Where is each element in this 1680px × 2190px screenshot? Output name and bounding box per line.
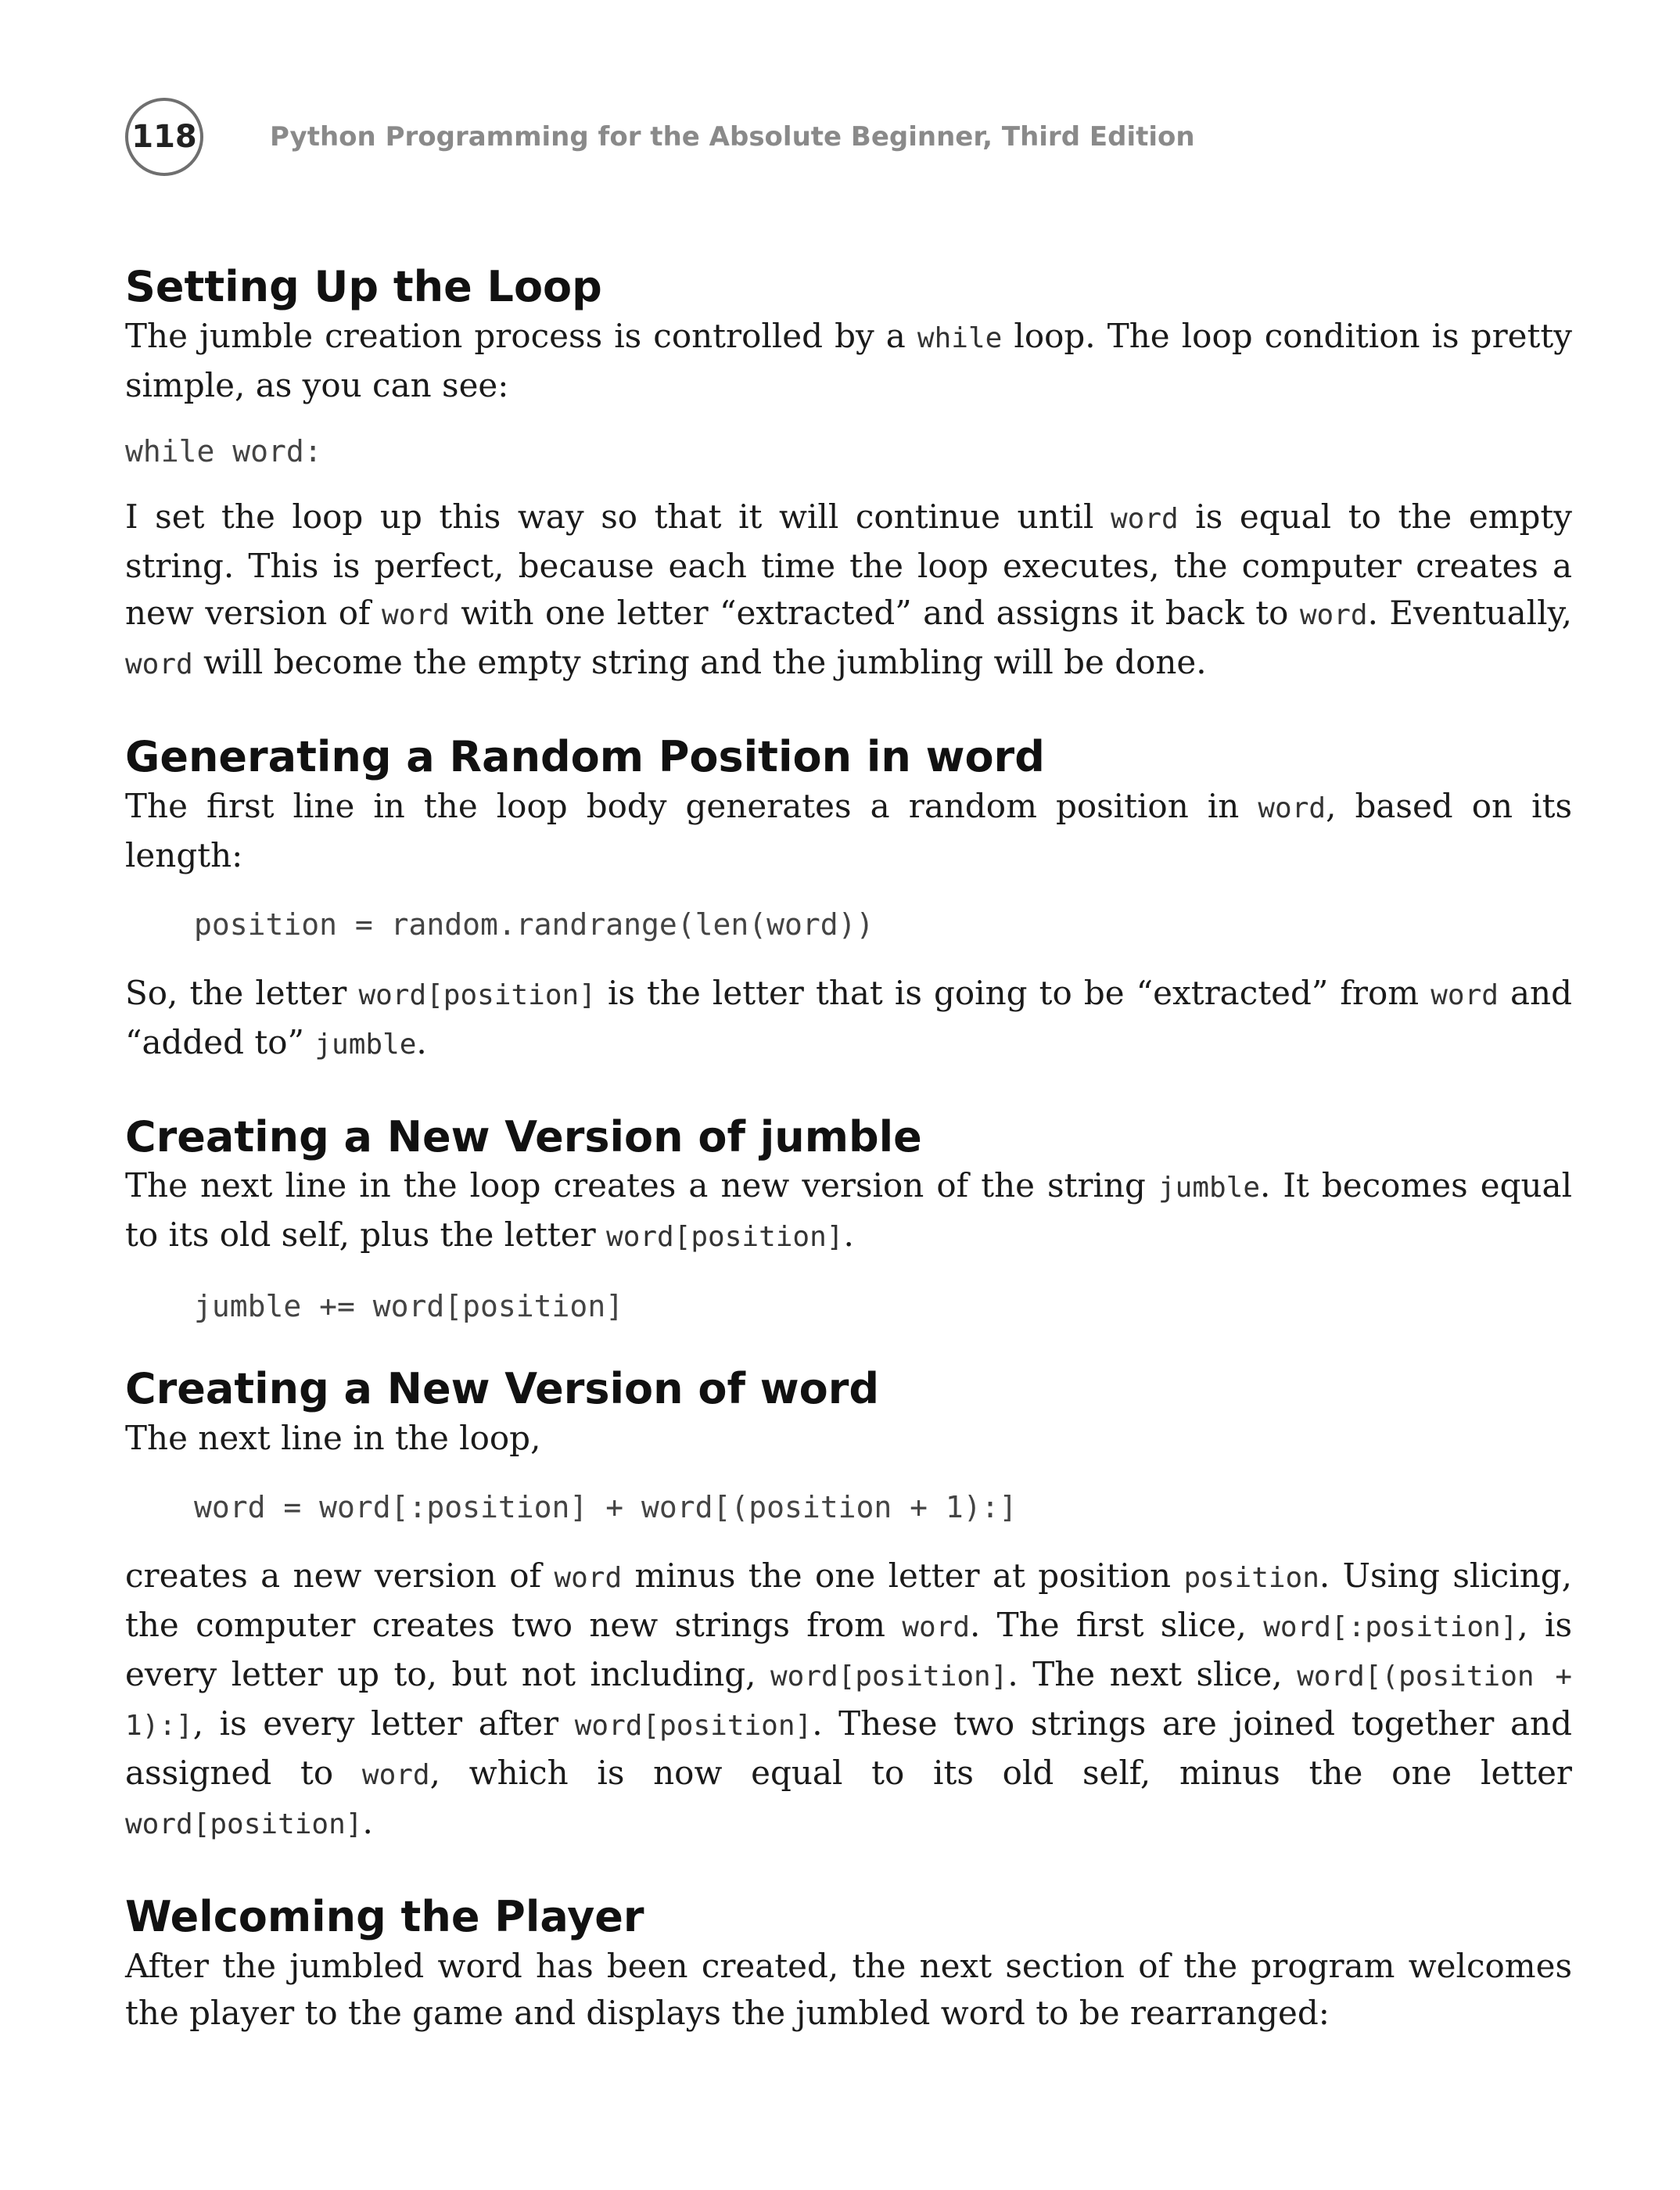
- text-run: . Eventually,: [1367, 593, 1572, 632]
- section-heading-random-position: Generating a Random Position in word: [125, 731, 1045, 781]
- section-heading-new-word: Creating a New Version of word: [125, 1364, 880, 1414]
- text-run: minus the one letter at position: [622, 1556, 1184, 1596]
- text-run: The next line in the loop,: [125, 1419, 541, 1458]
- section-heading-new-jumble: Creating a New Version of jumble: [125, 1111, 922, 1161]
- inline-code: word: [1431, 978, 1499, 1011]
- paragraph: [125, 970, 1572, 1068]
- text-run: . These two strings are joined together and assigned to: [125, 1704, 1572, 1793]
- inline-code: jumble: [1158, 1172, 1261, 1204]
- inline-code: jumble: [314, 1028, 417, 1061]
- inline-code: while: [917, 321, 1003, 354]
- paragraph: [125, 1943, 1572, 2037]
- inline-code: word[position]: [358, 978, 596, 1011]
- text-run: , is every letter up to, but not including,: [125, 1606, 1572, 1694]
- paragraph: [125, 1162, 1572, 1261]
- text-run: with one letter “extracted” and assigns it back to: [449, 593, 1300, 632]
- inline-code: word[position]: [606, 1221, 844, 1254]
- text-run: . Using slicing, the computer creates two new strings from: [125, 1556, 1573, 1645]
- inline-code: word[:position]: [1263, 1611, 1518, 1644]
- text-run: . It becomes equal to its old self, plus the letter: [125, 1166, 1572, 1255]
- inline-code: word: [1258, 792, 1326, 824]
- text-run: The next line in the loop creates a new version of the string: [125, 1166, 1158, 1205]
- code-block: jumble += word[position]: [194, 1289, 624, 1324]
- page-header: [125, 94, 1195, 180]
- text-run: is equal to the empty string. This is perfect, because each time the loop executes, the computer creates a new version of: [125, 497, 1572, 632]
- inline-code: word[position]: [770, 1660, 1008, 1693]
- text-run: After the jumbled word has been created, the next section of the program welcomes the player to the game and displays the jumbled word to be rearranged:: [125, 1946, 1572, 2032]
- text-run: So, the letter: [125, 973, 359, 1012]
- text-run: is the letter that is going to be “extracted” from: [595, 973, 1431, 1012]
- inline-code: position: [1183, 1562, 1319, 1595]
- inline-code: word: [1299, 598, 1368, 631]
- text-run: , is every letter after: [192, 1704, 575, 1743]
- text-run: The jumble creation process is controlled by a: [125, 316, 917, 355]
- code-block: while word:: [125, 433, 322, 469]
- inline-code: word: [1110, 502, 1179, 535]
- text-run: will become the empty string and the jumbling will be done.: [192, 642, 1207, 681]
- text-run: .: [416, 1022, 427, 1061]
- text-run: .: [843, 1215, 854, 1255]
- code-block: word = word[:position] + word[(position + 1):]: [194, 1490, 1018, 1525]
- paragraph: [125, 494, 1572, 688]
- section-heading-welcoming-player: Welcoming the Player: [125, 1892, 644, 1942]
- page-number: 118: [125, 98, 203, 176]
- inline-code: word: [125, 648, 193, 680]
- text-run: I set the loop up this way so that it will continue until: [125, 497, 1111, 536]
- text-run: and “added to”: [125, 973, 1572, 1061]
- inline-code: word: [382, 598, 450, 631]
- inline-code: word[(position + 1):]: [125, 1660, 1572, 1743]
- text-run: . The next slice,: [1007, 1655, 1298, 1694]
- page-body: [125, 262, 1572, 2037]
- inline-code: word: [902, 1611, 971, 1644]
- text-run: creates a new version of: [125, 1556, 555, 1596]
- inline-code: word: [361, 1759, 430, 1792]
- section-heading-setting-up-loop: Setting Up the Loop: [125, 262, 602, 311]
- text-run: loop. The loop condition is pretty simple, as you can see:: [125, 316, 1572, 404]
- code-block: position = random.randrange(len(word)): [194, 907, 874, 942]
- paragraph: [125, 1415, 1572, 1462]
- text-run: , which is now equal to its old self, minus the one letter: [429, 1754, 1572, 1793]
- text-run: . The first slice,: [970, 1606, 1264, 1645]
- paragraph: [125, 783, 1572, 879]
- paragraph: [125, 313, 1572, 409]
- paragraph: [125, 1553, 1572, 1848]
- inline-code: word[position]: [574, 1710, 813, 1743]
- inline-code: word: [554, 1562, 623, 1595]
- text-run: .: [362, 1803, 373, 1842]
- text-run: The first line in the loop body generates a random position in: [125, 786, 1258, 825]
- inline-code: word[position]: [125, 1808, 363, 1841]
- running-head-title: Python Programming for the Absolute Beginner, Third Edition: [270, 121, 1195, 153]
- text-run: , based on its length:: [125, 786, 1572, 874]
